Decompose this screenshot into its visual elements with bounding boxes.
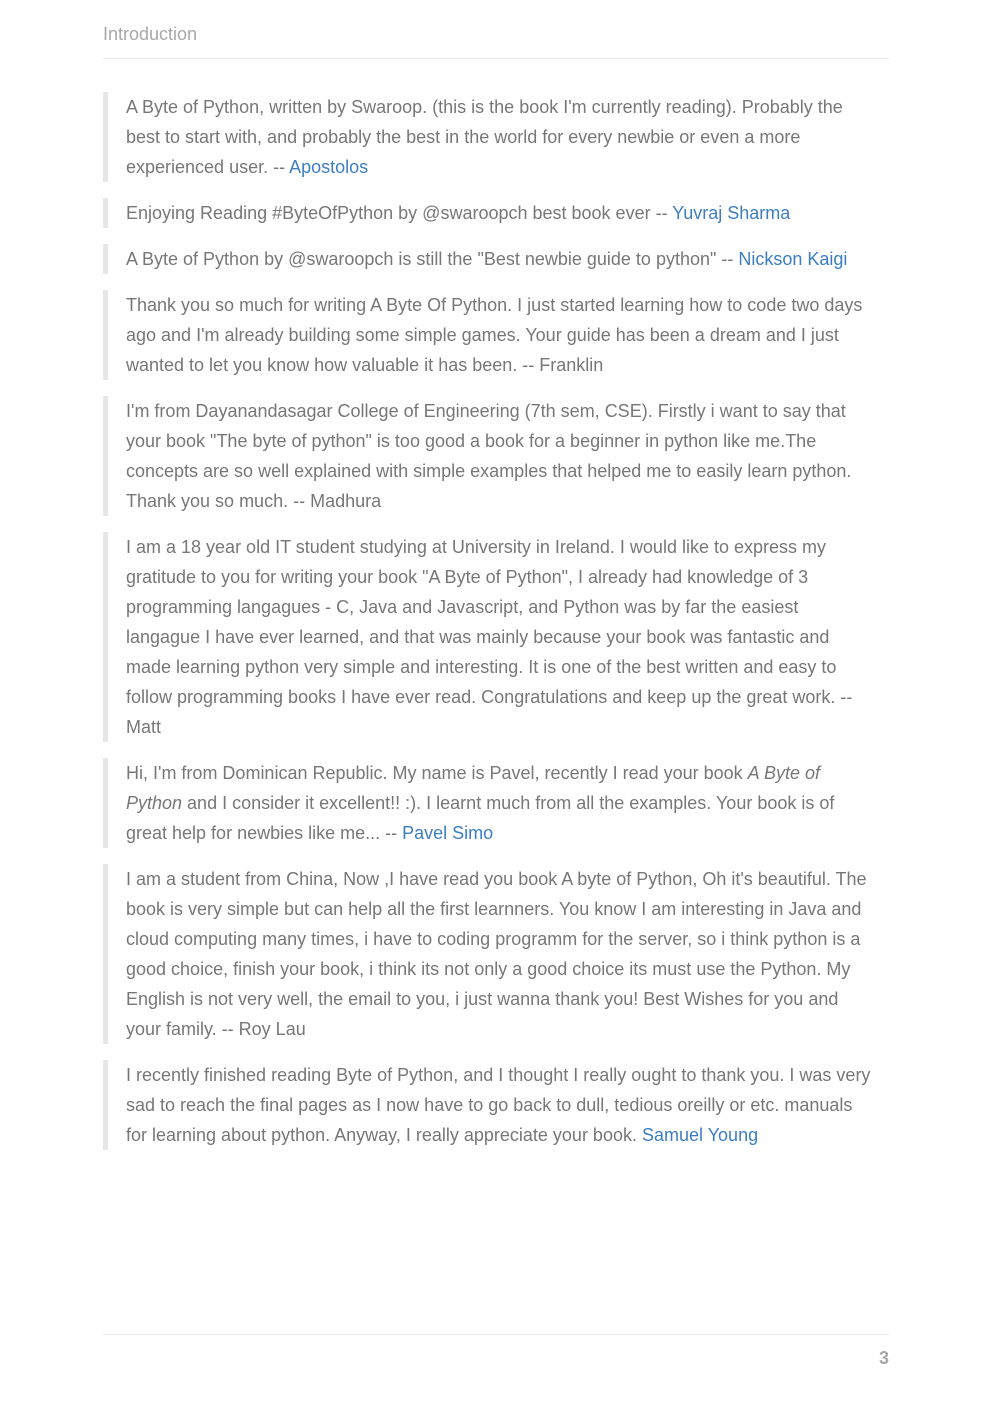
- header-divider: [103, 58, 889, 59]
- quote-text: and I consider it excellent!! :). I learnt much from all the examples. Your book is of great help for newbies like me... --: [126, 793, 835, 843]
- quote-text: Hi, I'm from Dominican Republic. My name is Pavel, recently I read your book: [126, 763, 748, 783]
- testimonials: [103, 92, 889, 1166]
- testimonial-quote: [103, 92, 889, 182]
- quote-text: A Byte of Python, written by Swaroop. (this is the book I'm currently reading). Probably the best to start with, and probably the best in the world for every newbie or even a more experienced user. --: [126, 97, 843, 177]
- testimonial-quote: [103, 1060, 889, 1150]
- testimonial-quote: [103, 396, 889, 516]
- testimonial-quote: [103, 758, 889, 848]
- author-link[interactable]: Apostolos: [289, 157, 369, 177]
- author-link[interactable]: Samuel Young: [641, 1125, 759, 1145]
- quote-text: I am a student from China, Now ,I have read you book A byte of Python, Oh it's beautiful. The book is very simple but can help all the first learnners. You know I am interesting in Java and cloud computing many times, i have to coding programm for the server, so i think python is a good choice, finish your book, i think its not only a good choice its must use the Python. My English is not very well, the email to you, i just wanna thank you! Best Wishes for you and your family. -- Roy Lau: [126, 869, 867, 1039]
- testimonial-quote: [103, 244, 889, 274]
- quote-text: A Byte of Python by @swaroopch is still the "Best newbie guide to python" --: [126, 249, 739, 269]
- testimonial-quote: [103, 864, 889, 1044]
- footer-divider: [103, 1334, 889, 1335]
- testimonial-quote: [103, 532, 889, 742]
- quote-text: Enjoying Reading #ByteOfPython by @swaroopch best book ever --: [126, 203, 673, 223]
- book-title-italic: A Byte of Python: [126, 763, 821, 813]
- quote-text: I recently finished reading Byte of Python, and I thought I really ought to thank you. I was very sad to reach the final pages as I now have to go back to dull, tedious oreilly or etc. manuals for learning about python. Anyway, I really appreciate your book.: [126, 1065, 871, 1145]
- testimonial-quote: [103, 198, 889, 228]
- quote-text: I'm from Dayanandasagar College of Engineering (7th sem, CSE). Firstly i want to say that your book "The byte of python" is too good a book for a beginner in python like me.The concepts are so well explained with simple examples that helped me to easily learn python. Thank you so much. -- Madhura: [126, 401, 852, 511]
- running-header: Introduction: [103, 24, 198, 44]
- quote-text: Thank you so much for writing A Byte Of Python. I just started learning how to code two days ago and I'm already building some simple games. Your guide has been a dream and I just wanted to let you know how valuable it has been. -- Franklin: [126, 295, 863, 375]
- quote-text: I am a 18 year old IT student studying at University in Ireland. I would like to express my gratitude to you for writing your book "A Byte of Python", I already had knowledge of 3 programming langagues - C, Java and Javascript, and Python was by far the easiest langague I have ever learned, and that was mainly because your book was fantastic and made learning python very simple and interesting. It is one of the best written and easy to follow programming books I have ever read. Congratulations and keep up the great work. -- Matt: [126, 537, 853, 737]
- author-link[interactable]: Yuvraj Sharma: [672, 203, 791, 223]
- author-link[interactable]: Nickson Kaigi: [738, 249, 848, 269]
- page-number: 3: [878, 1348, 889, 1368]
- testimonial-quote: [103, 290, 889, 380]
- author-link[interactable]: Pavel Simo: [402, 823, 494, 843]
